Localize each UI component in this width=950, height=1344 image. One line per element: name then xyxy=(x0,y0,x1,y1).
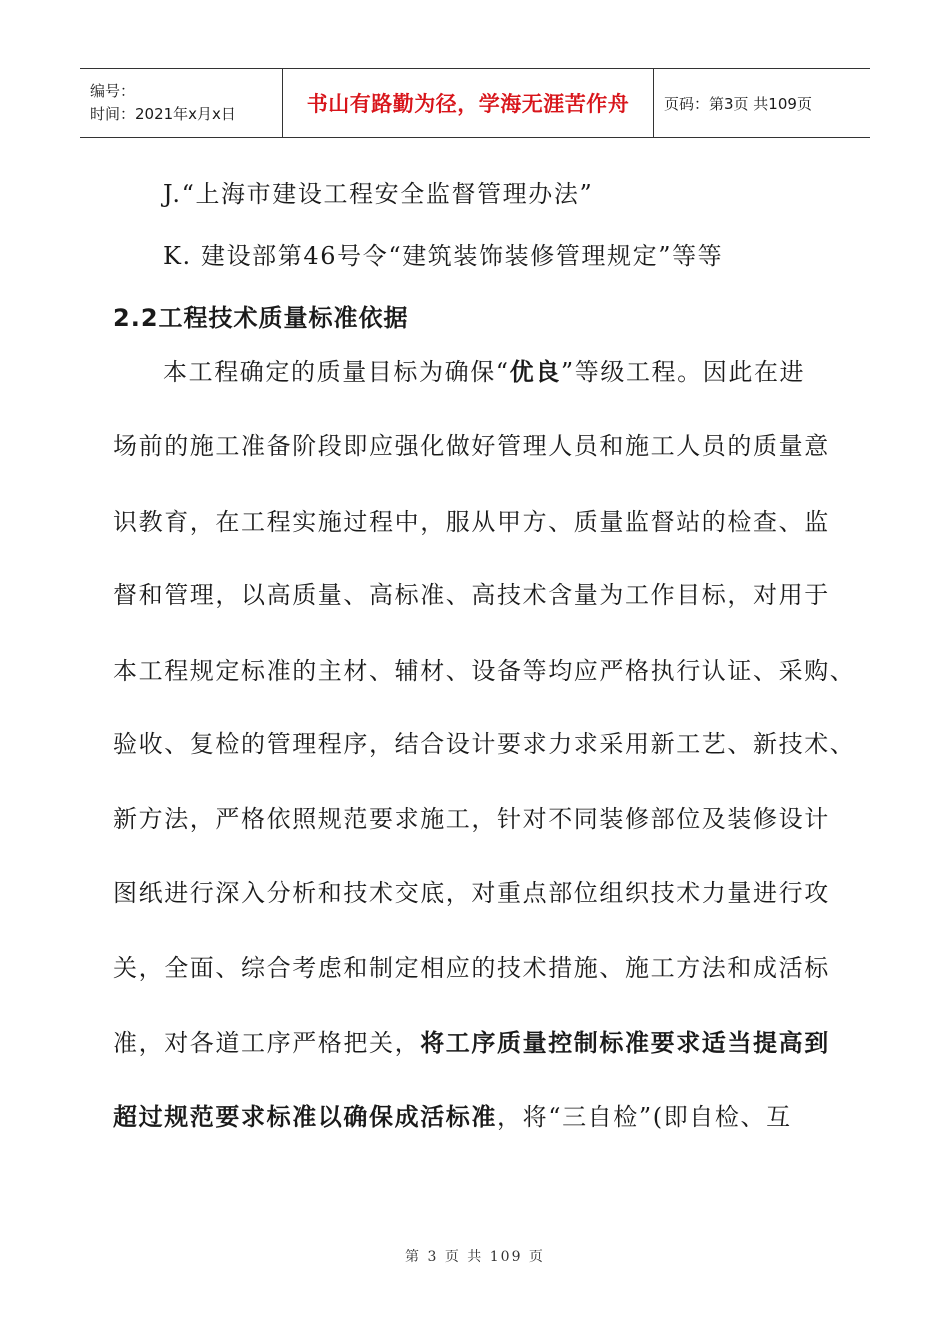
paragraph-line-9: 关，全面、综合考虑和制定相应的技术措施、施工方法和成活标 xyxy=(113,954,830,982)
list-item-j: J.“上海市建设工程安全监督管理办法” xyxy=(163,180,594,208)
page-header xyxy=(80,68,870,138)
number-label: 编号： xyxy=(90,82,136,100)
motto-text: 书山有路勤为径，学海无涯苦作舟 xyxy=(306,92,630,116)
paragraph-line-10-emphasis: 将工序质量控制标准要求适当提高到 xyxy=(420,1028,830,1057)
paragraph-line-4: 督和管理，以高质量、高标准、高技术含量为工作目标，对用于 xyxy=(113,581,830,609)
paragraph-line-10 xyxy=(113,1023,830,1058)
page-footer: 第 3 页 共 109 页 xyxy=(405,1249,545,1265)
page-info-text: 页码：第3页 共109页 xyxy=(664,94,812,113)
paragraph-line-6: 验收、复检的管理程序，结合设计要求力求采用新工艺、新技术、 xyxy=(113,730,856,758)
paragraph-line-2: 场前的施工准备阶段即应强化做好管理人员和施工人员的质量意 xyxy=(113,432,830,460)
paragraph-line-1 xyxy=(163,352,805,387)
header-motto xyxy=(282,69,654,137)
paragraph-line-11-emphasis: 超过规范要求标准以确保成活标准 xyxy=(113,1102,497,1131)
date-label: 时间：2021年x月x日 xyxy=(90,105,236,123)
paragraph-line-1-text-b: ”等级工程。因此在进 xyxy=(560,358,806,386)
list-item-k: K. 建设部第46号令“建筑装饰装修管理规定”等等 xyxy=(163,242,724,270)
paragraph-line-1-text-a: 本工程确定的质量目标为确保“ xyxy=(163,358,510,386)
paragraph-line-11 xyxy=(113,1097,792,1132)
section-heading: 2.2工程技术质量标准依据 xyxy=(113,304,409,332)
quality-grade-emphasis: 优良 xyxy=(509,357,561,386)
paragraph-line-11-text-b: ，将“三自检”(即自检、互 xyxy=(497,1103,792,1131)
paragraph-line-5: 本工程规定标准的主材、辅材、设备等均应严格执行认证、采购、 xyxy=(113,657,856,685)
paragraph-line-7: 新方法，严格依照规范要求施工，针对不同装修部位及装修设计 xyxy=(113,805,830,833)
header-meta xyxy=(80,69,282,137)
paragraph-line-8: 图纸进行深入分析和技术交底，对重点部位组织技术力量进行攻 xyxy=(113,879,830,907)
paragraph-line-10-text-a: 准，对各道工序严格把关， xyxy=(113,1029,421,1057)
header-page-info xyxy=(654,69,870,137)
paragraph-line-3: 识教育，在工程实施过程中，服从甲方、质量监督站的检查、监 xyxy=(113,508,830,536)
